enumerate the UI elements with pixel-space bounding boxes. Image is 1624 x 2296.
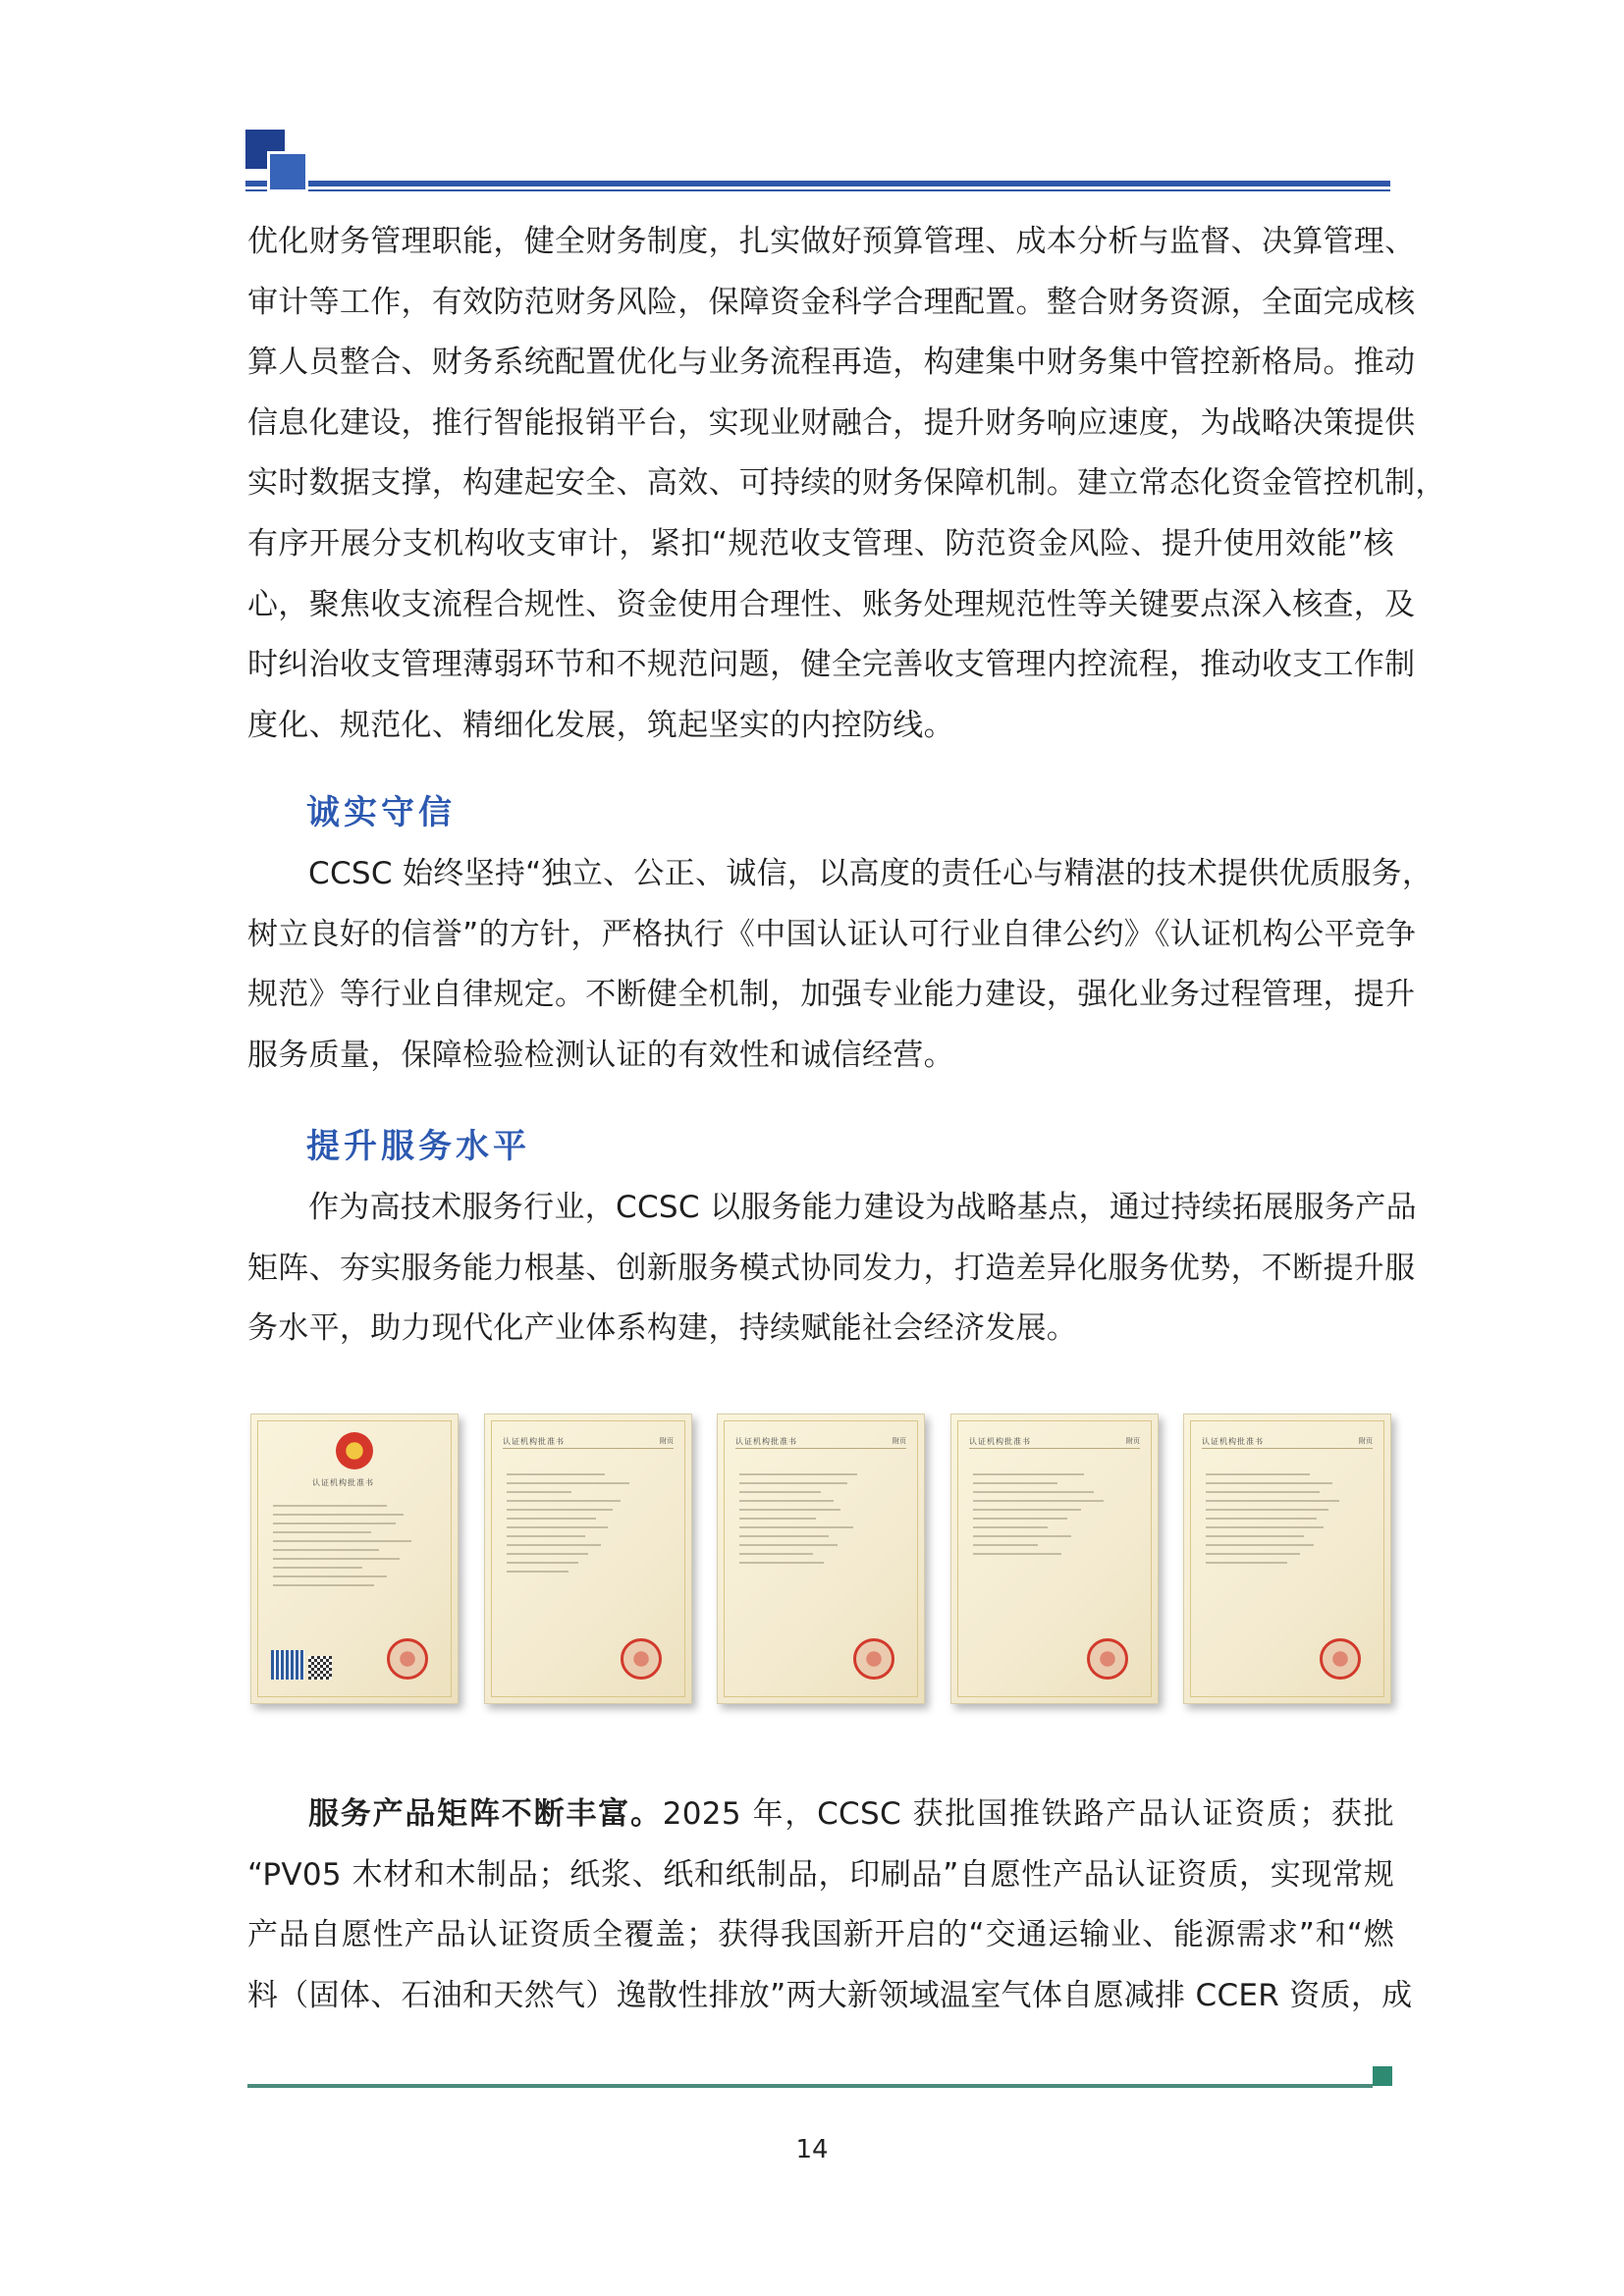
paragraph-product-matrix bbox=[247, 1785, 1413, 2026]
header-rule bbox=[245, 181, 1390, 187]
official-seal-icon bbox=[621, 1638, 662, 1680]
paragraph-line: 矩阵、夯实服务能力根基、创新服务模式协同发力，打造差异化服务优势，不断提升服 bbox=[247, 1250, 1416, 1286]
certificate-title: 认证机构批准书 bbox=[503, 1437, 565, 1446]
paragraph-line: 规范》等行业自律规定。不断健全机制，加强专业能力建设，强化业务过程管理，提升 bbox=[247, 977, 1416, 1013]
paragraph-line: 实时数据支撑，构建起安全、高效、可持续的财务保障机制。建立常态化资金管控机制， bbox=[247, 465, 1446, 502]
paragraph-line: 务水平，助力现代化产业体系构建，持续赋能社会经济发展。 bbox=[247, 1310, 1078, 1347]
paragraph-line: 优化财务管理职能，健全财务制度，扎实做好预算管理、成本分析与监督、决算管理、 bbox=[247, 224, 1416, 259]
paragraph-line: 产品自愿性产品认证资质全覆盖；获得我国新开启的“交通运输业、能源需求”和“燃 bbox=[247, 1917, 1394, 1953]
paragraph-line: 树立良好的信誉”的方针，严格执行《中国认证认可行业自律公约》《认证机构公平竞争 bbox=[247, 916, 1417, 952]
paragraph-line: CCSC 始终坚持“独立、公正、诚信，以高度的责任心与精湛的技术提供优质服务， bbox=[308, 856, 1434, 891]
paragraph-line: 服务质量，保障检验检测认证的有效性和诚信经营。 bbox=[247, 1037, 954, 1073]
certificate-title: 认证机构批准书 bbox=[312, 1478, 374, 1487]
official-seal-icon bbox=[853, 1638, 894, 1680]
paragraph-line: 料（固体、石油和天然气）逸散性排放”两大新领域温室气体自愿减排 CCER 资质，成 bbox=[247, 1977, 1413, 2013]
paragraph-line: 作为高技术服务行业，CCSC 以服务能力建设为战略基点，通过持续拓展服务产品 bbox=[308, 1190, 1417, 1225]
paragraph-line: 服务产品矩阵不断丰富。2025 年，CCSC 获批国推铁路产品认证资质；获批 bbox=[308, 1796, 1394, 1832]
footer-square bbox=[1373, 2066, 1392, 2086]
paragraph-line: 信息化建设，推行智能报销平台，实现业财融合，提升财务响应速度，为战略决策提供 bbox=[247, 404, 1416, 441]
official-seal-icon bbox=[387, 1638, 428, 1680]
certificate-title: 认证机构批准书 bbox=[735, 1437, 797, 1446]
certificate-image bbox=[250, 1414, 459, 1704]
certificate-tag: 附页 bbox=[1126, 1437, 1140, 1445]
paragraph-line: 算人员整合、财务系统配置优化与业务流程再造，构建集中财务集中管控新格局。推动 bbox=[247, 345, 1416, 381]
certificate-tag: 附页 bbox=[660, 1437, 674, 1445]
certificate-image bbox=[717, 1414, 925, 1704]
certificate-image bbox=[950, 1414, 1159, 1704]
certificate-image bbox=[484, 1414, 692, 1704]
paragraph-line: 时纠治收支管理薄弱环节和不规范问题，健全完善收支管理内控流程，推动收支工作制 bbox=[247, 647, 1416, 683]
national-emblem-icon bbox=[336, 1432, 373, 1469]
paragraph-integrity bbox=[247, 844, 1434, 1086]
certificate-title: 认证机构批准书 bbox=[969, 1437, 1031, 1446]
section-heading-integrity: 诚实守信 bbox=[306, 793, 456, 832]
paragraph-service-level bbox=[247, 1178, 1417, 1360]
paragraph-line: 审计等工作，有效防范财务风险，保障资金科学合理配置。整合财务资源，全面完成核 bbox=[247, 284, 1416, 320]
paragraph-line: 心，聚焦收支流程合规性、资金使用合理性、账务处理规范性等关键要点深入核查，及 bbox=[247, 586, 1416, 622]
footer-rule bbox=[247, 2084, 1373, 2088]
paragraph-line: 度化、规范化、精细化发展，筑起坚实的内控防线。 bbox=[247, 707, 954, 743]
paragraph-line: 有序开展分支机构收支审计，紧扣“规范收支管理、防范资金风险、提升使用效能”核 bbox=[247, 525, 1394, 561]
header-square-light bbox=[267, 151, 308, 192]
official-seal-icon bbox=[1320, 1638, 1361, 1680]
certificate-tag: 附页 bbox=[1359, 1437, 1373, 1445]
qr-code-icon bbox=[308, 1656, 332, 1680]
certificate-image bbox=[1183, 1414, 1391, 1704]
bold-lead-text: 服务产品矩阵不断丰富。 bbox=[308, 1796, 663, 1832]
barcode-icon bbox=[271, 1650, 304, 1680]
certificate-tag: 附页 bbox=[893, 1437, 906, 1445]
official-seal-icon bbox=[1087, 1638, 1128, 1680]
certificate-title: 认证机构批准书 bbox=[1202, 1437, 1264, 1446]
paragraph-finance bbox=[247, 212, 1446, 756]
section-heading-service-level: 提升服务水平 bbox=[306, 1127, 530, 1166]
certificate-gallery bbox=[247, 1414, 1394, 1708]
paragraph-line: “PV05 木材和木制品；纸浆、纸和纸制品，印刷品”自愿性产品认证资质，实现常规 bbox=[247, 1856, 1394, 1893]
page-number: 14 bbox=[795, 2135, 829, 2164]
header-rule-thin bbox=[245, 189, 1390, 191]
